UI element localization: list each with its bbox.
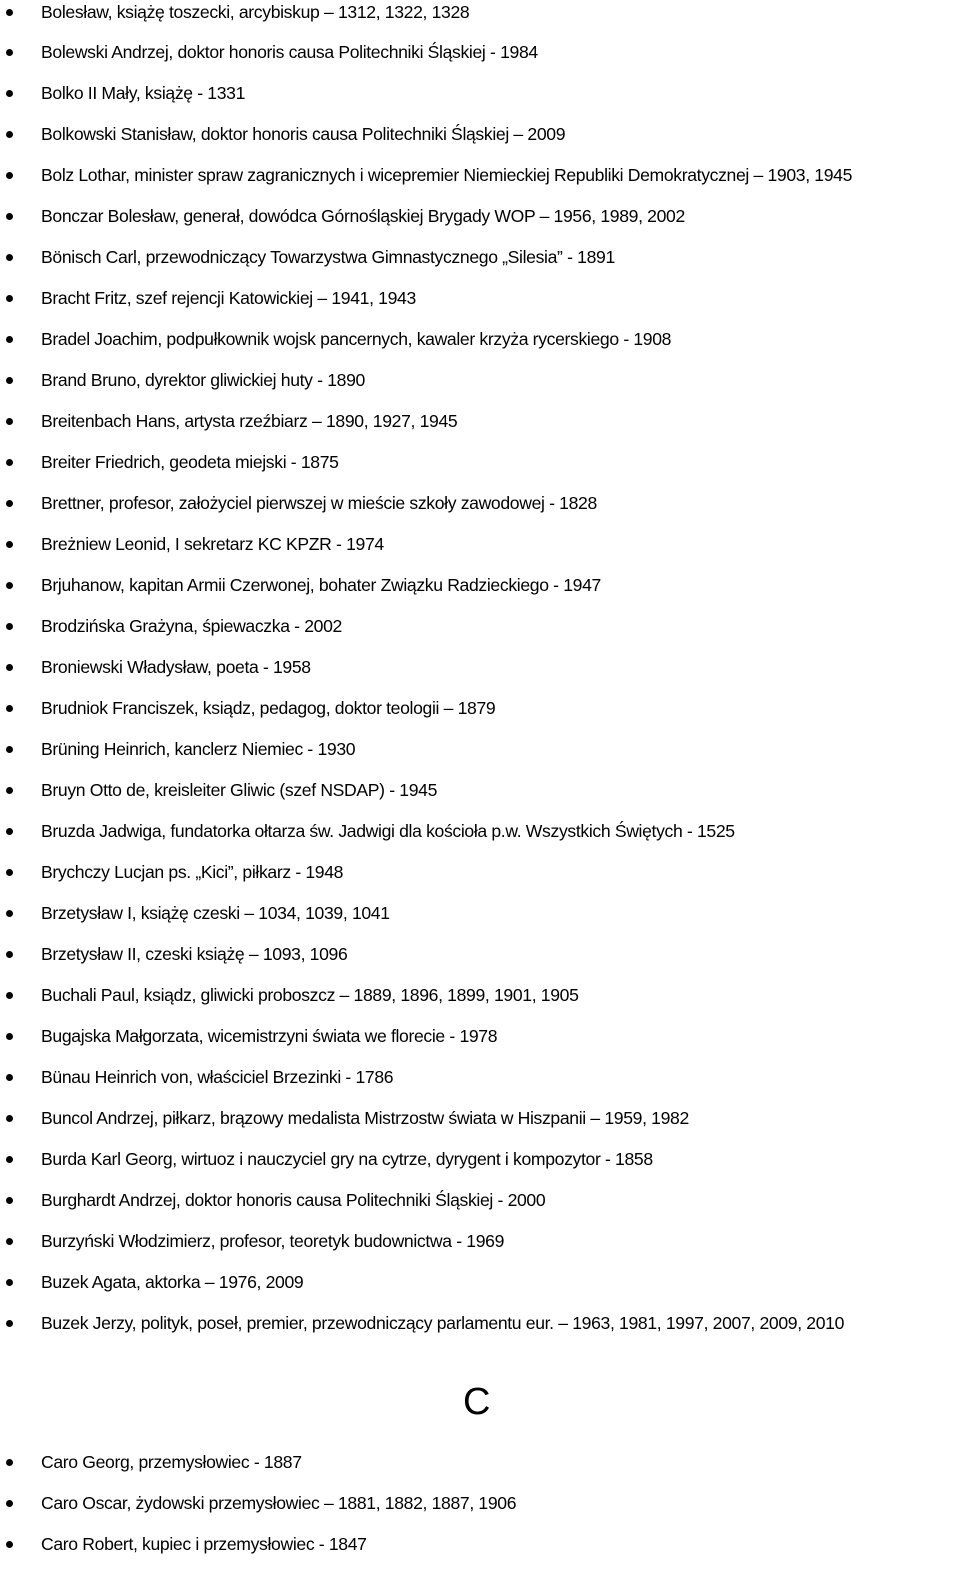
bullet-icon	[6, 1500, 13, 1507]
entry-text: Bonczar Bolesław, generał, dowódca Górnośląskiej Brygady WOP – 1956, 1989, 2002	[41, 206, 685, 226]
index-entry	[0, 327, 960, 368]
entry-text: Brzetysław II, czeski książę – 1093, 1096	[41, 944, 348, 964]
entry-text: Bruzda Jadwiga, fundatorka ołtarza św. Jadwigi dla kościoła p.w. Wszystkich Świętych - 1525	[41, 821, 735, 841]
entry-text: Brzetysław I, książę czeski – 1034, 1039, 1041	[41, 903, 390, 923]
entry-text: Bönisch Carl, przewodniczący Towarzystwa Gimnastycznego „Silesia” - 1891	[41, 247, 615, 267]
bullet-icon	[6, 459, 13, 466]
entry-text: Bugajska Małgorzata, wicemistrzyni świata we florecie - 1978	[41, 1026, 498, 1046]
index-entry	[0, 1188, 960, 1229]
index-list-c	[0, 1450, 960, 1573]
index-entry	[0, 983, 960, 1024]
bullet-icon	[6, 336, 13, 343]
index-entry	[0, 0, 960, 40]
bullet-icon	[6, 49, 13, 56]
bullet-icon	[6, 746, 13, 753]
entry-text: Broniewski Władysław, poeta - 1958	[41, 657, 311, 677]
index-entry	[0, 901, 960, 942]
entry-text: Bracht Fritz, szef rejencji Katowickiej – 1941, 1943	[41, 288, 416, 308]
bullet-icon	[6, 1033, 13, 1040]
bullet-icon	[6, 1320, 13, 1327]
bullet-icon	[6, 500, 13, 507]
bullet-icon	[6, 295, 13, 302]
entry-text: Caro Georg, przemysłowiec - 1887	[41, 1452, 302, 1472]
bullet-icon	[6, 623, 13, 630]
bullet-icon	[6, 664, 13, 671]
index-entry	[0, 1024, 960, 1065]
entry-text: Bolkowski Stanisław, doktor honoris causa Politechniki Śląskiej – 2009	[41, 124, 566, 144]
entry-text: Brudniok Franciszek, ksiądz, pedagog, doktor teologii – 1879	[41, 698, 496, 718]
entry-text: Brettner, profesor, założyciel pierwszej w mieście szkoły zawodowej - 1828	[41, 493, 597, 513]
index-entry	[0, 1270, 960, 1311]
bullet-icon	[6, 9, 13, 16]
index-entry	[0, 40, 960, 81]
bullet-icon	[6, 131, 13, 138]
entry-text: Breiter Friedrich, geodeta miejski - 1875	[41, 452, 339, 472]
entry-text: Burzyński Włodzimierz, profesor, teoretyk budownictwa - 1969	[41, 1231, 505, 1251]
bullet-icon	[6, 992, 13, 999]
entry-text: Burda Karl Georg, wirtuoz i nauczyciel gry na cytrze, dyrygent i kompozytor - 1858	[41, 1149, 653, 1169]
entry-text: Brüning Heinrich, kanclerz Niemiec - 1930	[41, 739, 356, 759]
index-entry	[0, 655, 960, 696]
entry-text: Brodzińska Grażyna, śpiewaczka - 2002	[41, 616, 342, 636]
bullet-icon	[6, 705, 13, 712]
bullet-icon	[6, 1279, 13, 1286]
bullet-icon	[6, 910, 13, 917]
bullet-icon	[6, 1115, 13, 1122]
section-letter-heading: C	[463, 1381, 491, 1423]
index-entry	[0, 163, 960, 204]
index-entry	[0, 491, 960, 532]
entry-text: Bolko II Mały, książę - 1331	[41, 83, 246, 103]
entry-text: Brychczy Lucjan ps. „Kici”, piłkarz - 1948	[41, 862, 344, 882]
index-entry	[0, 696, 960, 737]
entry-text: Bolewski Andrzej, doktor honoris causa Politechniki Śląskiej - 1984	[41, 42, 538, 62]
bullet-icon	[6, 254, 13, 261]
index-entry	[0, 81, 960, 122]
index-entry	[0, 409, 960, 450]
index-entry	[0, 532, 960, 573]
bullet-icon	[6, 1541, 13, 1548]
bullet-icon	[6, 213, 13, 220]
index-entry	[0, 450, 960, 491]
entry-text: Breżniew Leonid, I sekretarz KC KPZR - 1974	[41, 534, 384, 554]
entry-text: Bünau Heinrich von, właściciel Brzezinki - 1786	[41, 1067, 394, 1087]
index-entry	[0, 614, 960, 655]
bullet-icon	[6, 1238, 13, 1245]
entry-text: Buzek Agata, aktorka – 1976, 2009	[41, 1272, 304, 1292]
index-entry	[0, 819, 960, 860]
index-entry	[0, 1229, 960, 1270]
entry-text: Bradel Joachim, podpułkownik wojsk pancernych, kawaler krzyża rycerskiego - 1908	[41, 329, 672, 349]
entry-text: Burghardt Andrzej, doktor honoris causa Politechniki Śląskiej - 2000	[41, 1190, 546, 1210]
index-entry	[0, 245, 960, 286]
bullet-icon	[6, 172, 13, 179]
entry-text: Brjuhanow, kapitan Armii Czerwonej, bohater Związku Radzieckiego - 1947	[41, 575, 601, 595]
bullet-icon	[6, 1459, 13, 1466]
bullet-icon	[6, 1074, 13, 1081]
entry-text: Buncol Andrzej, piłkarz, brązowy medalista Mistrzostw świata w Hiszpanii – 1959, 1982	[41, 1108, 689, 1128]
index-entry	[0, 204, 960, 245]
index-entry	[0, 122, 960, 163]
entry-text: Caro Robert, kupiec i przemysłowiec - 1847	[41, 1534, 367, 1554]
index-entry	[0, 942, 960, 983]
entry-text: Breitenbach Hans, artysta rzeźbiarz – 1890, 1927, 1945	[41, 411, 458, 431]
index-entry	[0, 286, 960, 327]
bullet-icon	[6, 582, 13, 589]
bullet-icon	[6, 90, 13, 97]
entry-text: Brand Bruno, dyrektor gliwickiej huty - 1890	[41, 370, 365, 390]
bullet-icon	[6, 951, 13, 958]
index-entry	[0, 1106, 960, 1147]
entry-text: Caro Oscar, żydowski przemysłowiec – 1881, 1882, 1887, 1906	[41, 1493, 517, 1513]
index-entry	[0, 1532, 960, 1573]
entry-text: Bolz Lothar, minister spraw zagranicznych i wicepremier Niemieckiej Republiki Demokratycznej – 1903, 1945	[41, 165, 853, 185]
entry-text: Bruyn Otto de, kreisleiter Gliwic (szef NSDAP) - 1945	[41, 780, 438, 800]
index-entry	[0, 573, 960, 614]
entry-text: Buchali Paul, ksiądz, gliwicki proboszcz – 1889, 1896, 1899, 1901, 1905	[41, 985, 579, 1005]
entry-text: Bolesław, książę toszecki, arcybiskup – 1312, 1322, 1328	[41, 2, 470, 22]
index-entry	[0, 1147, 960, 1188]
bullet-icon	[6, 1197, 13, 1204]
bullet-icon	[6, 787, 13, 794]
bullet-icon	[6, 377, 13, 384]
index-entry	[0, 368, 960, 409]
entry-text: Buzek Jerzy, polityk, poseł, premier, przewodniczący parlamentu eur. – 1963, 1981, 1997, 2007, 2009, 2010	[41, 1313, 845, 1333]
bullet-icon	[6, 541, 13, 548]
index-entry	[0, 737, 960, 778]
bullet-icon	[6, 1156, 13, 1163]
index-entry	[0, 860, 960, 901]
index-entry	[0, 1450, 960, 1491]
bullet-icon	[6, 869, 13, 876]
index-entry	[0, 778, 960, 819]
bullet-icon	[6, 828, 13, 835]
index-entry	[0, 1065, 960, 1106]
bullet-icon	[6, 418, 13, 425]
index-entry	[0, 1311, 960, 1352]
index-entry	[0, 1491, 960, 1532]
